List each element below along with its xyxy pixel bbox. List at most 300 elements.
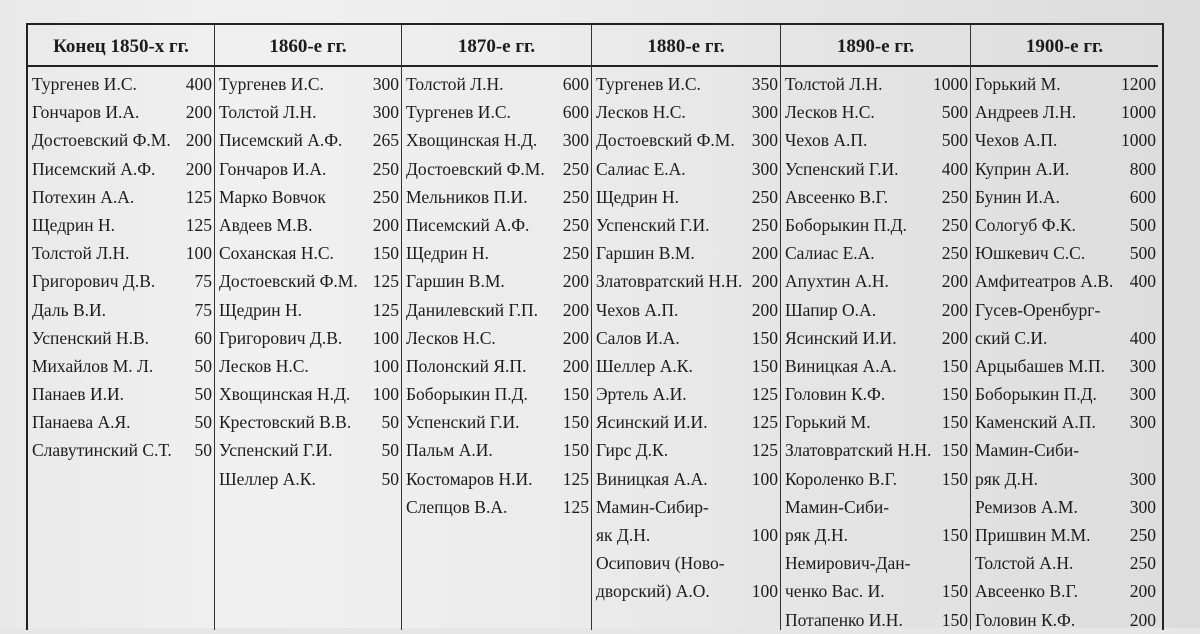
fee-value: 250 <box>751 214 778 235</box>
author-name: Головин К.Ф. <box>785 384 886 405</box>
table-row <box>781 352 970 380</box>
royalty-table <box>26 23 1164 630</box>
table-row <box>592 380 780 408</box>
fee-value: 150 <box>941 609 968 630</box>
author-name: Пальм А.И. <box>406 440 493 461</box>
fee-value: 200 <box>562 299 589 320</box>
author-name: Марко Вовчок <box>219 186 326 207</box>
table-row <box>592 211 780 239</box>
author-name: Авсеенко В.Г. <box>785 186 888 207</box>
table-row <box>971 126 1158 154</box>
author-name: Осипович (Ново- <box>596 553 725 574</box>
table-row <box>971 98 1158 126</box>
fee-value: 1000 <box>933 74 968 94</box>
table-row <box>781 267 970 295</box>
author-name: Толстой Л.Н. <box>406 74 504 94</box>
author-name: Пришвин М.М. <box>975 525 1091 545</box>
author-name: Панаев И.И. <box>32 384 124 405</box>
table-row <box>781 549 970 577</box>
table-row <box>971 380 1158 408</box>
column-header: Конец 1850-х гг. <box>28 25 214 67</box>
author-name: Толстой Л.Н. <box>32 243 130 264</box>
author-name: Ремизов А.М. <box>975 496 1078 517</box>
fee-value: 400 <box>1129 271 1156 292</box>
author-name: ский С.И. <box>975 327 1048 348</box>
column-rows <box>971 67 1158 634</box>
column-rows <box>592 67 780 606</box>
table-row <box>592 183 780 211</box>
table-row <box>781 211 970 239</box>
table-row <box>28 155 214 183</box>
table-row <box>402 296 591 324</box>
table-row <box>781 239 970 267</box>
fee-value: 250 <box>372 186 399 207</box>
fee-value: 100 <box>185 243 212 264</box>
author-name: Немирович-Дан- <box>785 553 911 574</box>
fee-value: 150 <box>751 327 778 348</box>
fee-value: 200 <box>1129 609 1156 630</box>
author-name: Златовратский Н.Н. <box>785 440 932 461</box>
fee-value: 100 <box>372 384 399 405</box>
fee-value: 200 <box>562 327 589 348</box>
fee-value: 1200 <box>1121 74 1156 94</box>
fee-value: 300 <box>372 102 399 123</box>
fee-value: 200 <box>185 158 212 179</box>
author-name: Амфитеатров А.В. <box>975 271 1114 292</box>
author-name: Ясинский И.И. <box>596 412 708 433</box>
fee-value: 150 <box>941 581 968 602</box>
table-row <box>592 267 780 295</box>
table-row <box>28 239 214 267</box>
table-row <box>215 239 401 267</box>
author-name: Гончаров И.А. <box>219 158 327 179</box>
table-row <box>215 296 401 324</box>
fee-value: 125 <box>562 496 589 517</box>
fee-value: 125 <box>562 468 589 489</box>
table-row <box>971 408 1158 436</box>
fee-value: 250 <box>941 186 968 207</box>
table-row <box>971 606 1158 634</box>
author-name: Достоевский Ф.М. <box>219 271 358 292</box>
table-row <box>215 70 401 98</box>
fee-value: 125 <box>751 412 778 433</box>
table-row <box>781 296 970 324</box>
fee-value: 125 <box>185 186 212 207</box>
table-row <box>402 98 591 126</box>
author-name: Горький М. <box>785 412 871 433</box>
author-name: Панаева А.Я. <box>32 412 131 433</box>
fee-value: 265 <box>372 130 399 151</box>
author-name: Успенский Г.И. <box>596 214 710 235</box>
fee-value: 250 <box>562 243 589 264</box>
fee-value: 250 <box>941 243 968 264</box>
column-1890s <box>781 25 971 630</box>
fee-value: 500 <box>941 130 968 151</box>
author-name: Слепцов В.А. <box>406 496 508 517</box>
fee-value: 300 <box>1129 355 1156 376</box>
fee-value: 200 <box>185 130 212 151</box>
table-row <box>402 380 591 408</box>
fee-value: 1000 <box>1121 102 1156 123</box>
fee-value: 150 <box>941 384 968 405</box>
table-row <box>215 126 401 154</box>
fee-value: 125 <box>372 299 399 320</box>
column-rows <box>28 67 214 465</box>
column-rows <box>215 67 401 493</box>
table-row <box>402 211 591 239</box>
author-name: Короленко В.Г. <box>785 468 897 489</box>
table-row <box>592 465 780 493</box>
author-name: Тургенев И.С. <box>32 74 137 94</box>
author-name: Полонский Я.П. <box>406 355 527 376</box>
author-name: Писемский А.Ф. <box>32 158 156 179</box>
table-row <box>592 296 780 324</box>
author-name: Мельников П.И. <box>406 186 528 207</box>
table-row <box>402 324 591 352</box>
fee-value: 100 <box>372 355 399 376</box>
table-row <box>402 155 591 183</box>
author-name: Салиас Е.А. <box>785 243 875 264</box>
author-name: Щедрин Н. <box>596 186 679 207</box>
author-name: Михайлов М. Л. <box>32 355 154 376</box>
table-row <box>215 267 401 295</box>
fee-value: 250 <box>941 214 968 235</box>
author-name: Успенский Г.И. <box>219 440 333 461</box>
table-row <box>402 183 591 211</box>
fee-value: 250 <box>372 158 399 179</box>
author-name: Лесков Н.С. <box>596 102 686 123</box>
table-row <box>971 211 1158 239</box>
author-name: Шеллер А.К. <box>596 355 693 376</box>
fee-value: 400 <box>941 158 968 179</box>
table-row <box>215 465 401 493</box>
author-name: Достоевский Ф.М. <box>406 158 545 179</box>
fee-value: 100 <box>372 327 399 348</box>
column-1860s <box>215 25 402 630</box>
table-row <box>592 324 780 352</box>
author-name: Виницкая А.А. <box>596 468 708 489</box>
author-name: ченко Вас. И. <box>785 581 885 602</box>
fee-value: 50 <box>381 468 399 489</box>
author-name: Бунин И.А. <box>975 186 1060 207</box>
table-row <box>215 211 401 239</box>
table-row <box>592 239 780 267</box>
fee-value: 50 <box>194 355 212 376</box>
fee-value: 250 <box>1129 525 1156 545</box>
fee-value: 125 <box>185 214 212 235</box>
author-name: Гаршин В.М. <box>596 243 695 264</box>
author-name: Тургенев И.С. <box>596 74 701 94</box>
table-row <box>971 239 1158 267</box>
author-name: Соханская Н.С. <box>219 243 334 264</box>
column-header: 1900-е гг. <box>971 25 1158 67</box>
fee-value: 150 <box>941 468 968 489</box>
table-row <box>781 380 970 408</box>
author-name: Арцыбашев М.П. <box>975 355 1106 376</box>
author-name: Мамин-Сибир- <box>596 496 709 517</box>
fee-value: 200 <box>941 327 968 348</box>
author-name: Григорович Д.В. <box>219 327 343 348</box>
fee-value: 300 <box>1129 496 1156 517</box>
fee-value: 200 <box>1129 581 1156 602</box>
fee-value: 100 <box>751 581 778 602</box>
author-name: Головин К.Ф. <box>975 609 1076 630</box>
fee-value: 125 <box>751 384 778 405</box>
author-name: Шеллер А.К. <box>219 468 316 489</box>
table-row <box>781 408 970 436</box>
table-row <box>781 577 970 605</box>
table-row <box>592 155 780 183</box>
table-row <box>402 70 591 98</box>
fee-value: 50 <box>194 384 212 405</box>
table-row <box>28 126 214 154</box>
fee-value: 300 <box>751 102 778 123</box>
author-name: Сологуб Ф.К. <box>975 214 1076 235</box>
fee-value: 400 <box>1129 327 1156 348</box>
table-row <box>592 436 780 464</box>
fee-value: 150 <box>941 355 968 376</box>
author-name: Эртель А.И. <box>596 384 687 405</box>
table-row <box>592 126 780 154</box>
table-row <box>971 493 1158 521</box>
table-row <box>215 380 401 408</box>
table-row <box>28 324 214 352</box>
fee-value: 100 <box>751 525 778 545</box>
fee-value: 200 <box>751 271 778 292</box>
author-name: Гирс Д.К. <box>596 440 669 461</box>
author-name: Горький М. <box>975 74 1061 94</box>
author-name: Шапир О.А. <box>785 299 877 320</box>
author-name: Лесков Н.С. <box>406 327 496 348</box>
fee-value: 200 <box>185 102 212 123</box>
table-row <box>28 408 214 436</box>
fee-value <box>968 549 970 577</box>
fee-value: 600 <box>1129 186 1156 207</box>
column-rows <box>781 67 970 634</box>
fee-value: 250 <box>562 186 589 207</box>
author-name: Толстой Л.Н. <box>785 74 883 94</box>
author-name: Златовратский Н.Н. <box>596 271 743 292</box>
author-name: Чехов А.П. <box>975 130 1058 151</box>
fee-value: 50 <box>194 440 212 461</box>
column-rows <box>402 67 591 521</box>
table-row <box>971 183 1158 211</box>
column-header: 1860-е гг. <box>215 25 401 67</box>
author-name: Гаршин В.М. <box>406 271 505 292</box>
author-name: Григорович Д.В. <box>32 271 156 292</box>
author-name: Авсеенко В.Г. <box>975 581 1078 602</box>
author-name: Достоевский Ф.М. <box>32 130 171 151</box>
table-row <box>971 549 1158 577</box>
fee-value <box>778 493 780 521</box>
table-row <box>215 352 401 380</box>
author-name: Писемский А.Ф. <box>406 214 530 235</box>
fee-value: 250 <box>562 214 589 235</box>
author-name: Данилевский Г.П. <box>406 299 539 320</box>
table-row <box>971 352 1158 380</box>
author-name: Хвощинская Н.Д. <box>406 130 538 151</box>
table-row <box>971 465 1158 493</box>
fee-value: 400 <box>185 74 212 94</box>
author-name: Потапенко И.Н. <box>785 609 903 630</box>
table-row <box>781 324 970 352</box>
fee-value: 60 <box>194 327 212 348</box>
table-row <box>781 155 970 183</box>
author-name: Боборыкин П.Д. <box>785 214 907 235</box>
table-row <box>402 267 591 295</box>
author-name: Гончаров И.А. <box>32 102 140 123</box>
author-name: Боборыкин П.Д. <box>975 384 1097 405</box>
fee-value <box>1156 436 1158 464</box>
author-name: Салиас Е.А. <box>596 158 686 179</box>
column-1880s <box>592 25 781 630</box>
author-name: Достоевский Ф.М. <box>596 130 735 151</box>
author-name: Куприн А.И. <box>975 158 1070 179</box>
table-row <box>781 493 970 521</box>
author-name: Потехин А.А. <box>32 186 135 207</box>
table-row <box>781 465 970 493</box>
fee-value: 350 <box>751 74 778 94</box>
table-row <box>28 352 214 380</box>
table-row <box>592 408 780 436</box>
table-row <box>402 352 591 380</box>
fee-value: 500 <box>1129 243 1156 264</box>
author-name: Ясинский И.И. <box>785 327 897 348</box>
fee-value: 250 <box>1129 553 1156 574</box>
table-row <box>592 577 780 605</box>
table-row <box>215 183 401 211</box>
fee-value: 200 <box>562 355 589 376</box>
column-header: 1870-е гг. <box>402 25 591 67</box>
column-header: 1880-е гг. <box>592 25 780 67</box>
table-row <box>781 70 970 98</box>
table-row <box>592 352 780 380</box>
column-1850s <box>28 25 215 630</box>
author-name: Писемский А.Ф. <box>219 130 343 151</box>
table-row <box>971 267 1158 295</box>
table-row <box>28 296 214 324</box>
table-row <box>28 183 214 211</box>
fee-value: 150 <box>941 412 968 433</box>
fee-value: 50 <box>381 440 399 461</box>
author-name: Боборыкин П.Д. <box>406 384 528 405</box>
fee-value: 200 <box>372 214 399 235</box>
author-name: Андреев Л.Н. <box>975 102 1077 123</box>
fee-value: 300 <box>1129 468 1156 489</box>
fee-value: 200 <box>941 271 968 292</box>
table-row <box>592 98 780 126</box>
table-row <box>402 408 591 436</box>
author-name: Гусев-Оренбург- <box>975 299 1101 320</box>
author-name: Тургенев И.С. <box>219 74 324 94</box>
table-row <box>781 183 970 211</box>
table-row <box>971 436 1158 464</box>
fee-value: 75 <box>194 299 212 320</box>
author-name: Успенский Н.В. <box>32 327 149 348</box>
fee-value: 125 <box>372 271 399 292</box>
table-row <box>215 155 401 183</box>
author-name: Щедрин Н. <box>406 243 489 264</box>
table-row <box>215 408 401 436</box>
column-header: 1890-е гг. <box>781 25 970 67</box>
fee-value: 500 <box>1129 214 1156 235</box>
table-row <box>28 436 214 464</box>
author-name: Славутинский С.Т. <box>32 440 172 461</box>
author-name: Щедрин Н. <box>219 299 302 320</box>
fee-value: 75 <box>194 271 212 292</box>
table-row <box>971 324 1158 352</box>
fee-value: 200 <box>751 299 778 320</box>
author-name: Крестовский В.В. <box>219 412 352 433</box>
fee-value <box>778 549 780 577</box>
table-row <box>592 521 780 549</box>
author-name: ряк Д.Н. <box>785 525 849 545</box>
table-row <box>971 70 1158 98</box>
author-name: Каменский А.П. <box>975 412 1096 433</box>
author-name: Апухтин А.Н. <box>785 271 889 292</box>
author-name: Лесков Н.С. <box>219 355 309 376</box>
table-row <box>402 239 591 267</box>
fee-value: 150 <box>941 525 968 545</box>
table-row <box>28 211 214 239</box>
table-row <box>971 296 1158 324</box>
table-row <box>28 98 214 126</box>
fee-value: 150 <box>562 384 589 405</box>
table-row <box>215 98 401 126</box>
fee-value: 300 <box>562 130 589 151</box>
author-name: Виницкая А.А. <box>785 355 897 376</box>
table-row <box>28 380 214 408</box>
fee-value: 300 <box>751 158 778 179</box>
author-name: Толстой Л.Н. <box>219 102 317 123</box>
table-row <box>971 155 1158 183</box>
fee-value: 100 <box>751 468 778 489</box>
fee-value: 50 <box>194 412 212 433</box>
fee-value: 1000 <box>1121 130 1156 151</box>
table-row <box>592 549 780 577</box>
table-row <box>781 436 970 464</box>
fee-value: 300 <box>1129 384 1156 405</box>
fee-value: 300 <box>1129 412 1156 433</box>
author-name: Костомаров Н.И. <box>406 468 533 489</box>
fee-value: 200 <box>941 299 968 320</box>
fee-value: 150 <box>372 243 399 264</box>
fee-value: 200 <box>751 243 778 264</box>
author-name: Лесков Н.С. <box>785 102 875 123</box>
column-1870s <box>402 25 592 630</box>
table-row <box>28 70 214 98</box>
author-name: Хвощинская Н.Д. <box>219 384 351 405</box>
author-name: ряк Д.Н. <box>975 468 1039 489</box>
author-name: Тургенев И.С. <box>406 102 511 123</box>
fee-value <box>1156 296 1158 324</box>
author-name: Даль В.И. <box>32 299 107 320</box>
table-row <box>215 436 401 464</box>
author-name: Чехов А.П. <box>596 299 679 320</box>
fee-value: 150 <box>562 440 589 461</box>
table-row <box>971 521 1158 549</box>
table-row <box>592 493 780 521</box>
author-name: Чехов А.П. <box>785 130 868 151</box>
column-1900s <box>971 25 1158 630</box>
table-row <box>781 606 970 634</box>
table-row <box>215 324 401 352</box>
fee-value: 600 <box>562 74 589 94</box>
table-row <box>781 98 970 126</box>
author-name: Щедрин Н. <box>32 214 115 235</box>
fee-value: 300 <box>372 74 399 94</box>
author-name: Мамин-Сиби- <box>975 440 1080 461</box>
